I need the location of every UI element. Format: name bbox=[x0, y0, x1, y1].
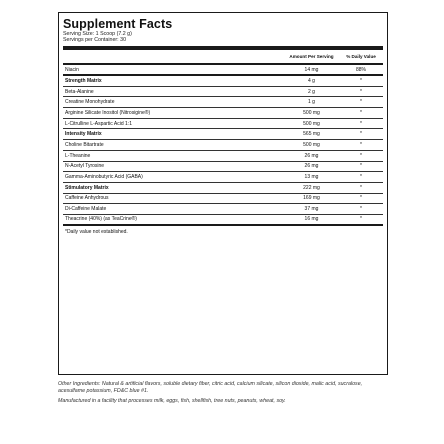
amount-per-serving: 222 mg bbox=[303, 184, 320, 191]
amount-per-serving: 500 mg bbox=[303, 120, 320, 127]
nutrient-row bbox=[63, 172, 383, 183]
nutrient-row bbox=[63, 140, 383, 151]
nutrient-name: Caffeine Anhydrous bbox=[65, 195, 109, 202]
daily-value: * bbox=[360, 120, 362, 127]
daily-value: * bbox=[360, 77, 362, 84]
daily-value: * bbox=[360, 163, 362, 170]
supplement-facts-panel bbox=[58, 12, 388, 375]
amount-per-serving: 13 mg bbox=[304, 174, 319, 181]
matrix-row bbox=[63, 76, 383, 87]
nutrient-row bbox=[63, 65, 383, 76]
nutrient-row bbox=[63, 162, 383, 173]
amount-per-serving: 1 g bbox=[308, 99, 315, 106]
daily-value: * bbox=[360, 131, 362, 138]
nutrient-rows bbox=[63, 65, 383, 225]
daily-value: * bbox=[360, 99, 362, 106]
nutrient-row bbox=[63, 108, 383, 119]
ingredient-notes bbox=[58, 381, 390, 409]
daily-value: * bbox=[360, 184, 362, 191]
amount-per-serving: 4 g bbox=[308, 77, 315, 84]
amount-per-serving: 565 mg bbox=[303, 131, 320, 138]
nutrient-name: N-Acetyl Tyrosine bbox=[65, 163, 105, 170]
nutrient-name: Intensity Matrix bbox=[65, 131, 102, 138]
nutrient-name: Creatine Monohydrate bbox=[65, 99, 115, 106]
amount-per-serving: 37 mg bbox=[304, 206, 319, 213]
panel-title: Supplement Facts bbox=[63, 17, 173, 31]
nutrient-name: Stimulatory Matrix bbox=[65, 184, 109, 191]
nutrient-name: L-Theanine bbox=[65, 152, 91, 159]
daily-value-header: % Daily Value bbox=[346, 53, 376, 59]
daily-value: * bbox=[360, 195, 362, 202]
nutrient-name: Di-Caffeine Malate bbox=[65, 206, 107, 213]
amount-per-serving: 26 mg bbox=[304, 163, 319, 170]
nutrient-row bbox=[63, 87, 383, 98]
daily-value: * bbox=[360, 206, 362, 213]
nutrient-name: Arginine Silicate Inositol (Nitrosigine®) bbox=[65, 109, 151, 116]
nutrient-name: Strength Matrix bbox=[65, 77, 102, 84]
daily-value: * bbox=[360, 174, 362, 181]
nutrient-name: Niacin bbox=[65, 66, 79, 73]
amount-per-serving: 14 mg bbox=[304, 66, 319, 73]
daily-value: 88% bbox=[355, 66, 366, 73]
nutrient-row bbox=[63, 151, 383, 162]
amount-per-serving: 500 mg bbox=[303, 109, 320, 116]
daily-value: * bbox=[360, 152, 362, 159]
nutrient-name: Beta-Alanine bbox=[65, 88, 94, 95]
nutrient-name: L-Citrulline L-Aspartic Acid 1:1 bbox=[65, 120, 132, 127]
amount-per-serving-header: Amount Per Serving bbox=[289, 53, 334, 59]
amount-per-serving: 500 mg bbox=[303, 141, 320, 148]
allergen-statement: Manufactured in a facility that processes milk, eggs, fish, shellfish, tree nuts, peanuts, wheat, soy. bbox=[58, 398, 286, 405]
amount-per-serving: 2 g bbox=[308, 88, 315, 95]
amount-per-serving: 26 mg bbox=[304, 152, 319, 159]
daily-value: * bbox=[360, 109, 362, 116]
nutrient-row bbox=[63, 97, 383, 108]
matrix-row bbox=[63, 129, 383, 140]
daily-value: * bbox=[360, 216, 362, 223]
amount-per-serving: 16 mg bbox=[304, 216, 319, 223]
serving-size: Serving Size: 1 Scoop (7.2 g) bbox=[63, 31, 132, 37]
other-ingredients: Other Ingredients: Natural & artificial flavors, soluble dietary fiber, citric acid, calcium silicate, silicon dioxide, malic acid, sucralose, acesulfame potassium, FD&C blue #1. bbox=[58, 381, 363, 395]
daily-value: * bbox=[360, 88, 362, 95]
column-header bbox=[63, 50, 383, 63]
matrix-row bbox=[63, 183, 383, 194]
daily-value: * bbox=[360, 141, 362, 148]
nutrient-name: Theacrine (40%) (as TeaCrine®) bbox=[65, 216, 137, 223]
nutrient-name: Gamma-Aminobutyric Acid (GABA) bbox=[65, 174, 143, 181]
servings-per-container: Servings per Container: 30 bbox=[63, 37, 127, 44]
daily-value-footnote: *Daily value not established. bbox=[65, 228, 128, 235]
nutrient-row bbox=[63, 194, 383, 205]
nutrient-row bbox=[63, 215, 383, 226]
amount-per-serving: 169 mg bbox=[303, 195, 320, 202]
nutrient-name: Choline Bitartrate bbox=[65, 141, 104, 148]
nutrient-row bbox=[63, 119, 383, 130]
